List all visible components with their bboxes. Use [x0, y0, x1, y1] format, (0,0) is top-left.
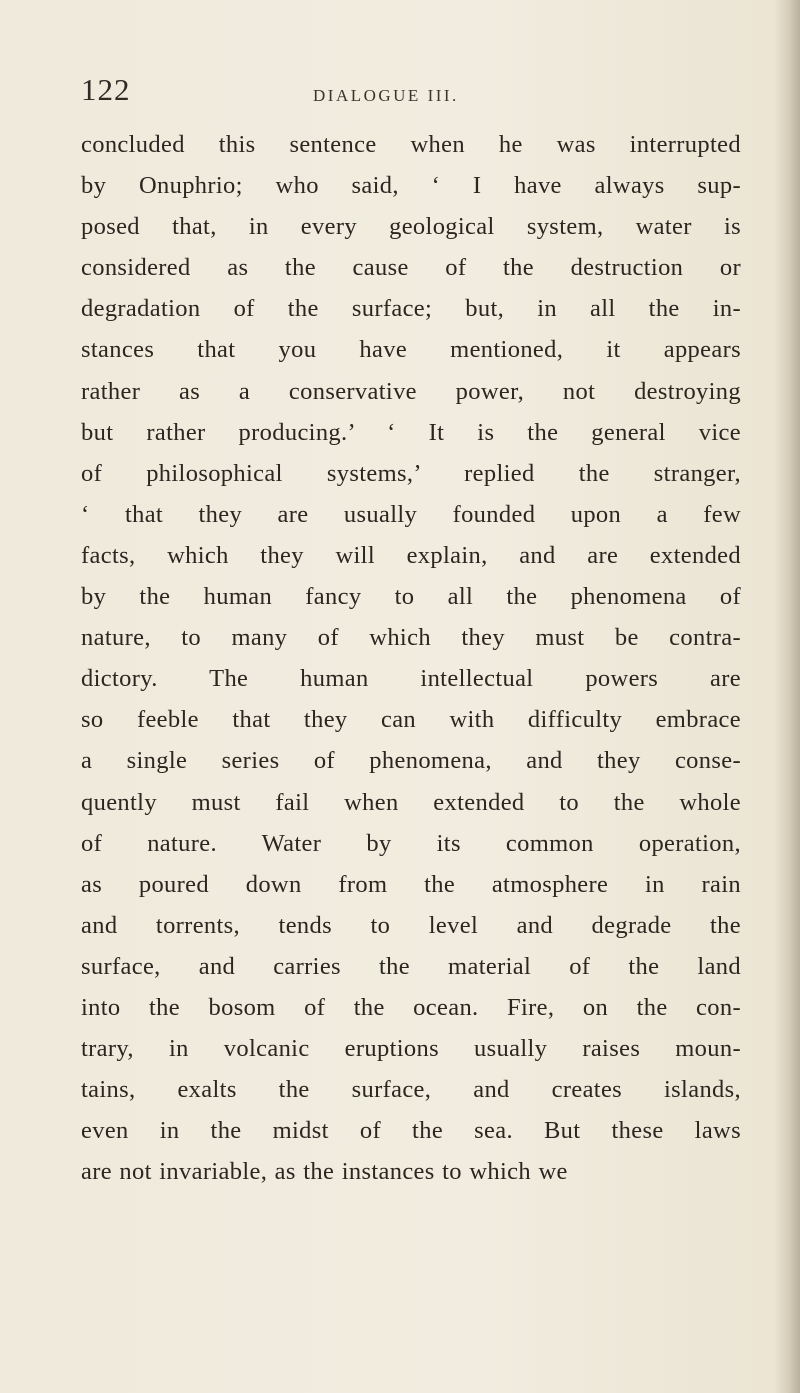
text-line: are not invariable, as the instances to which we	[81, 1158, 568, 1186]
text-line: considered as the cause of the destruction or	[81, 254, 741, 282]
text-line: so feeble that they can with difficulty embrace	[81, 706, 741, 734]
text-line: posed that, in every geological system, water is	[81, 213, 741, 241]
text-line: concluded this sentence when he was interrupted	[81, 131, 741, 158]
body-text	[81, 124, 741, 1192]
text-line: nature, to many of which they must be contra-	[81, 624, 741, 652]
text-line: degradation of the surface; but, in all the in-	[81, 295, 741, 323]
text-line: tains, exalts the surface, and creates islands,	[81, 1076, 741, 1104]
page-number: 122	[81, 72, 131, 107]
page-gutter-shadow	[774, 0, 800, 1393]
text-line: a single series of phenomena, and they conse-	[81, 747, 741, 775]
text-line: of nature. Water by its common operation,	[81, 829, 741, 857]
text-line: by the human fancy to all the phenomena of	[81, 583, 741, 611]
text-line: even in the midst of the sea. But these laws	[81, 1117, 741, 1145]
text-line: and torrents, tends to level and degrade the	[81, 911, 741, 939]
text-line: quently must fail when extended to the whole	[81, 788, 741, 816]
text-line: into the bosom of the ocean. Fire, on the con-	[81, 993, 741, 1021]
running-head: DIALOGUE III.	[313, 86, 459, 105]
text-line: rather as a conservative power, not destroying	[81, 377, 741, 405]
text-line: facts, which they will explain, and are extended	[81, 541, 741, 569]
text-line: by Onuphrio; who said, ‘ I have always sup-	[81, 172, 741, 200]
text-line: stances that you have mentioned, it appears	[81, 336, 741, 364]
text-line: surface, and carries the material of the land	[81, 952, 741, 980]
text-line: ‘ that they are usually founded upon a few	[81, 500, 741, 528]
text-line: of philosophical systems,’ replied the stranger,	[81, 459, 741, 487]
text-line: but rather producing.’ ‘ It is the general vice	[81, 418, 741, 446]
text-line: trary, in volcanic eruptions usually raises moun-	[81, 1035, 741, 1063]
text-line: dictory. The human intellectual powers are	[81, 665, 741, 693]
text-line: as poured down from the atmosphere in rain	[81, 870, 741, 898]
